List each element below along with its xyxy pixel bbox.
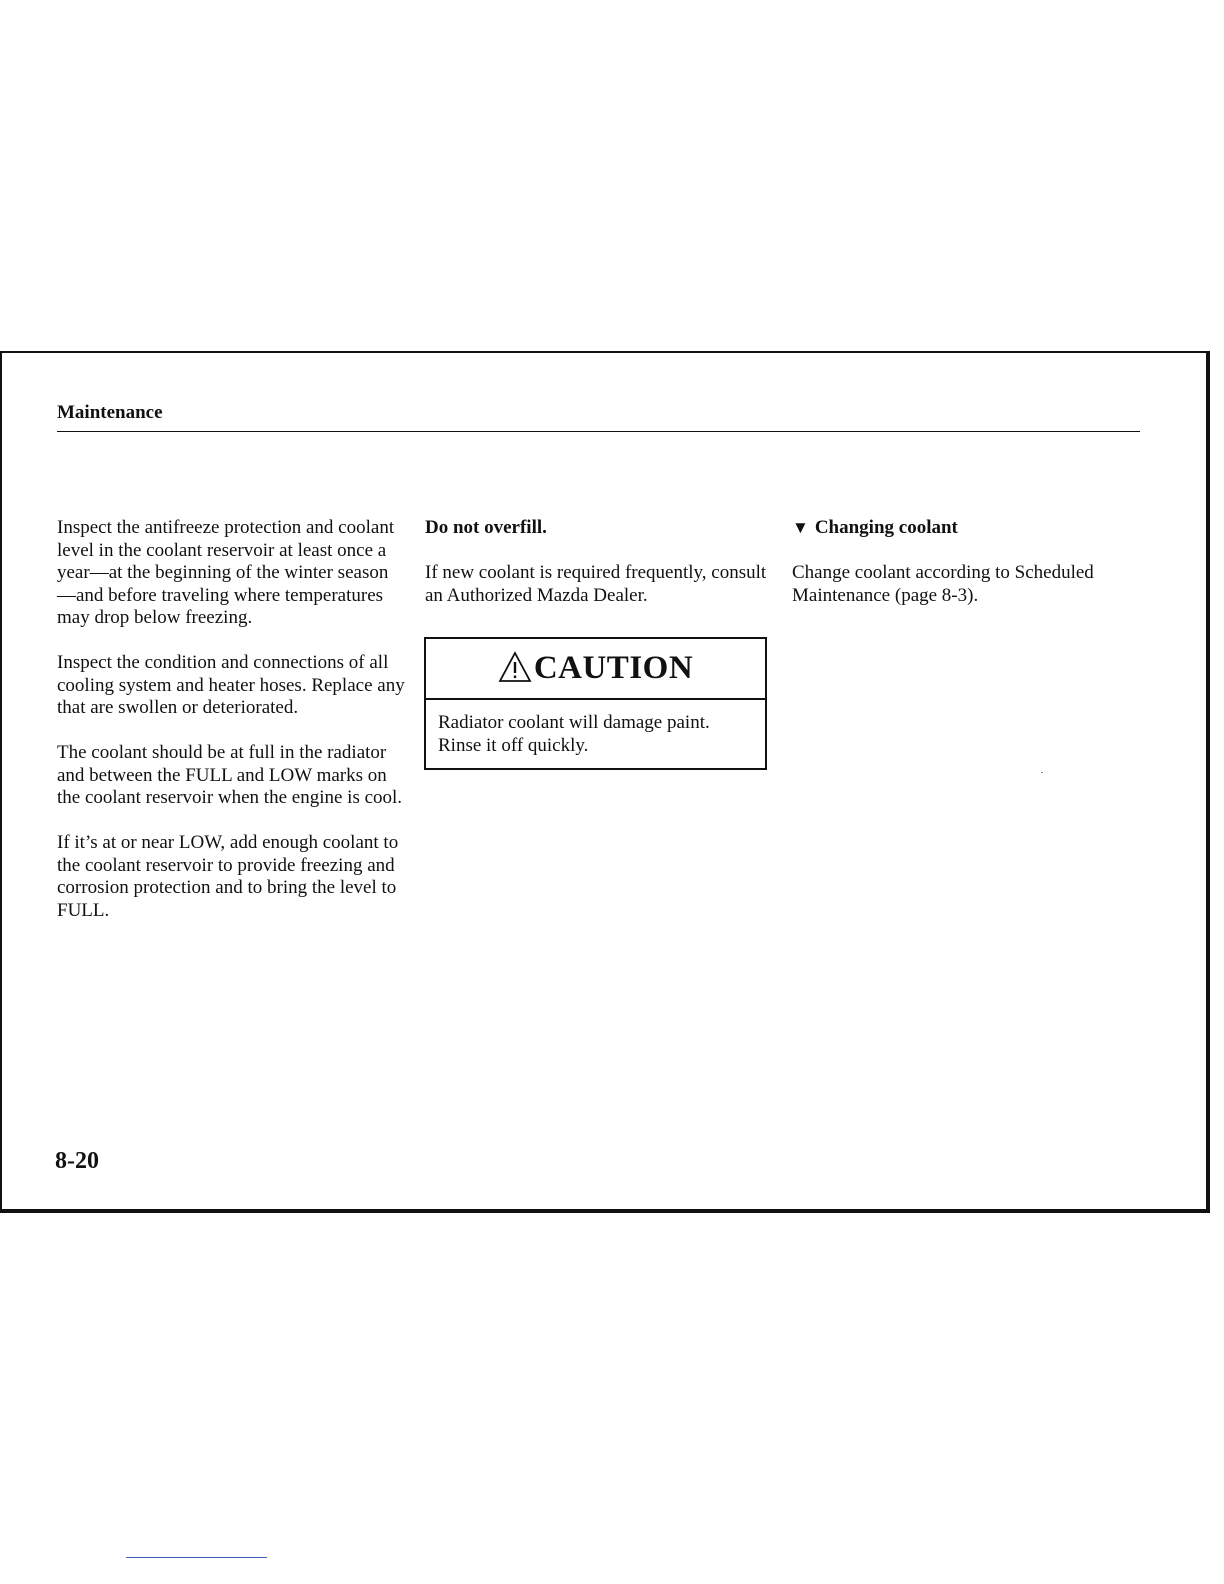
paragraph-change-coolant: Change coolant according to Scheduled Maintenance (page 8-3). <box>792 562 1094 606</box>
warning-triangle-icon <box>498 651 532 683</box>
triangle-down-icon: ▼ <box>792 518 809 537</box>
caution-header <box>426 639 765 700</box>
caution-title: CAUTION <box>533 650 694 686</box>
paragraph-new-coolant: If new coolant is required frequently, consult an Authorized Mazda Dealer. <box>425 562 767 606</box>
changing-coolant-heading <box>792 517 1142 540</box>
caution-box <box>424 637 767 770</box>
scan-speck <box>1041 772 1043 773</box>
paragraph-antifreeze: Inspect the antifreeze protection and coolant level in the coolant reservoir at least once a year—at the beginning of the winter season—and before traveling where temperatures may drop below freezing. <box>57 517 395 628</box>
overfill-heading: Do not overfill. <box>425 517 547 538</box>
paragraph-add-coolant: If it’s at or near LOW, add enough coolant to the coolant reservoir to provide freezing and corrosion protection and to bring the level to FULL. <box>57 832 399 921</box>
caution-text: Radiator coolant will damage paint. Rinse it off quickly. <box>438 712 710 756</box>
column-left <box>57 517 407 945</box>
bottom-rule <box>126 1557 267 1558</box>
changing-coolant-heading-text: Changing coolant <box>814 517 958 538</box>
page-number: 8-20 <box>55 1148 99 1174</box>
header-rule <box>57 431 1140 432</box>
column-right <box>792 517 1142 630</box>
paragraph-hoses: Inspect the condition and connections of all cooling system and heater hoses. Replace any that are swollen or deteriorated. <box>57 652 405 718</box>
section-title: Maintenance <box>57 402 163 423</box>
paragraph-coolant-level: The coolant should be at full in the radiator and between the FULL and LOW marks on the coolant reservoir when the engine is cool. <box>57 742 403 808</box>
column-middle <box>425 517 770 630</box>
